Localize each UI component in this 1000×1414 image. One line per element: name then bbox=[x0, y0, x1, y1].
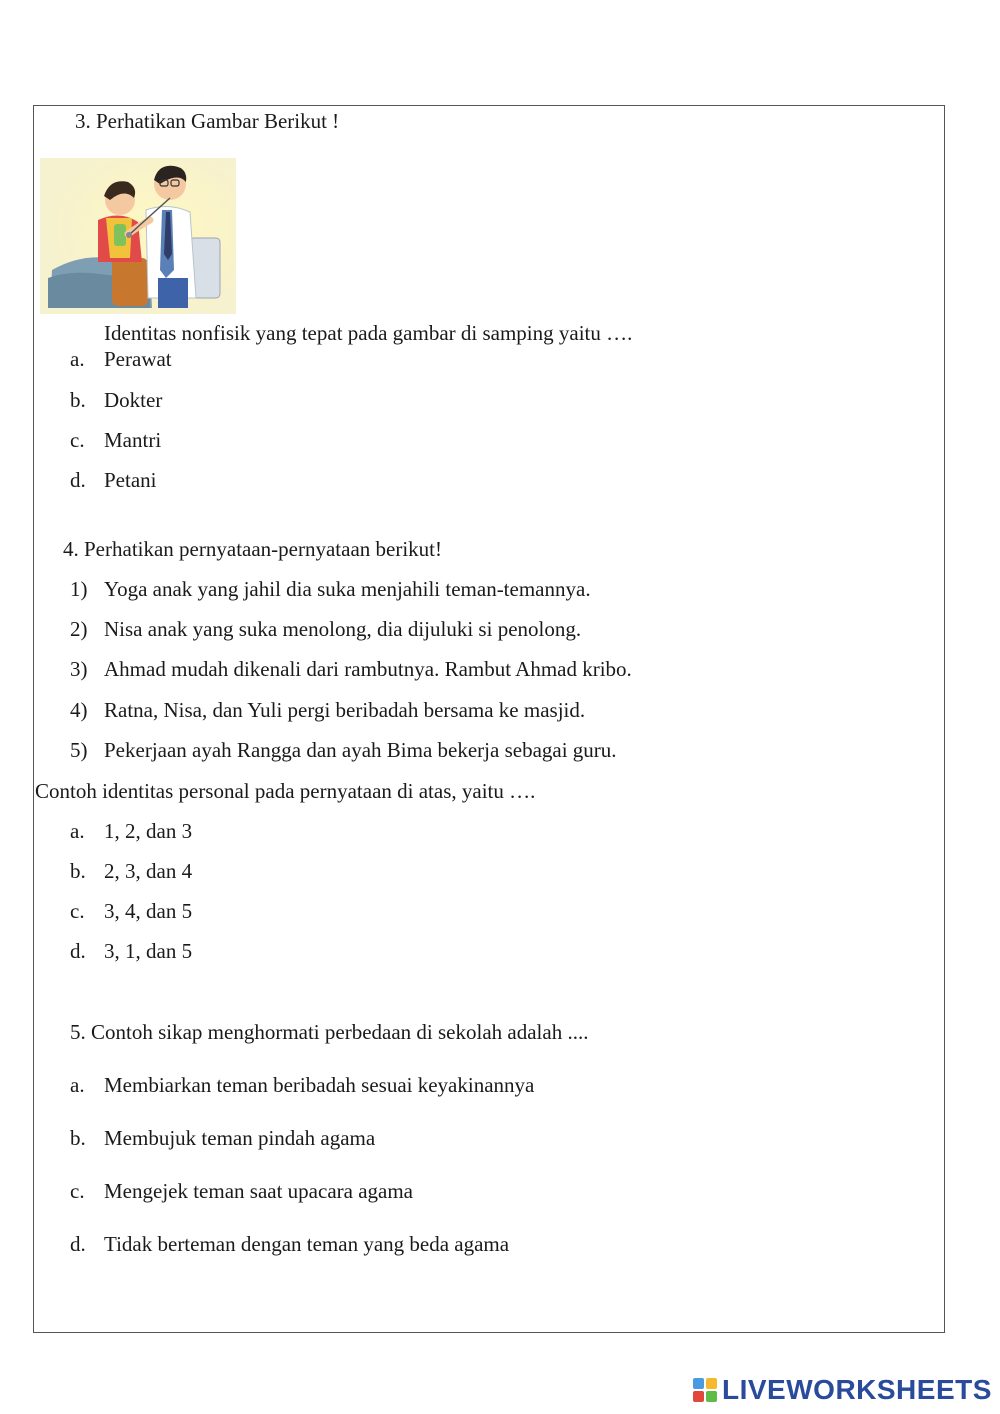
option-letter: d. bbox=[70, 939, 86, 963]
statement-number: 2) bbox=[70, 617, 88, 641]
option-letter: d. bbox=[70, 468, 86, 492]
q4-option-d[interactable] bbox=[70, 938, 192, 964]
q3-option-b[interactable] bbox=[70, 387, 162, 413]
statement-text: Pekerjaan ayah Rangga dan ayah Bima bekerja sebagai guru. bbox=[104, 738, 617, 762]
option-text: Dokter bbox=[104, 388, 163, 412]
option-text: Mengejek teman saat upacara agama bbox=[104, 1179, 414, 1203]
q3-question: Identitas nonfisik yang tepat pada gambar di samping yaitu …. bbox=[104, 321, 633, 345]
q4-question: Contoh identitas personal pada pernyataan di atas, yaitu …. bbox=[35, 779, 536, 803]
option-letter: a. bbox=[70, 819, 85, 843]
q4-statement-5 bbox=[70, 737, 617, 763]
option-text: Tidak berteman dengan teman yang beda agama bbox=[104, 1232, 510, 1256]
option-letter: c. bbox=[70, 899, 85, 923]
q5-option-d[interactable] bbox=[70, 1231, 509, 1257]
option-text: 2, 3, dan 4 bbox=[104, 859, 193, 883]
q4-option-c[interactable] bbox=[70, 898, 192, 924]
statement-number: 3) bbox=[70, 657, 88, 681]
statement-text: Ratna, Nisa, dan Yuli pergi beribadah bersama ke masjid. bbox=[104, 698, 586, 722]
q3-option-d[interactable] bbox=[70, 467, 157, 493]
option-letter: c. bbox=[70, 1179, 85, 1203]
statement-number: 4) bbox=[70, 698, 88, 722]
brand-name: LIVEWORKSHEETS bbox=[722, 1374, 992, 1405]
statement-text: Yoga anak yang jahil dia suka menjahili teman-temannya. bbox=[104, 577, 591, 601]
q4-statement-2 bbox=[70, 616, 581, 642]
option-letter: b. bbox=[70, 1126, 86, 1150]
q5-option-a[interactable] bbox=[70, 1072, 534, 1098]
option-text: 1, 2, dan 3 bbox=[104, 819, 193, 843]
option-text: Mantri bbox=[104, 428, 162, 452]
liveworksheets-logo-icon bbox=[692, 1377, 718, 1403]
q5-option-c[interactable] bbox=[70, 1178, 413, 1204]
q5-title: 5. Contoh sikap menghormati perbedaan di sekolah adalah .... bbox=[70, 1020, 589, 1044]
option-text: Perawat bbox=[104, 347, 172, 371]
q3-option-c[interactable] bbox=[70, 427, 161, 453]
option-letter: b. bbox=[70, 388, 86, 412]
option-text: Petani bbox=[104, 468, 157, 492]
option-letter: a. bbox=[70, 347, 85, 371]
statement-number: 1) bbox=[70, 577, 88, 601]
statement-text: Nisa anak yang suka menolong, dia dijuluki si penolong. bbox=[104, 617, 582, 641]
doctor-patient-illustration bbox=[40, 158, 236, 314]
q3-option-a[interactable] bbox=[70, 346, 172, 372]
q4-option-a[interactable] bbox=[70, 818, 192, 844]
q4-statement-3 bbox=[70, 656, 632, 682]
statement-text: Ahmad mudah dikenali dari rambutnya. Rambut Ahmad kribo. bbox=[104, 657, 632, 681]
q5-option-b[interactable] bbox=[70, 1125, 375, 1151]
option-text: 3, 4, dan 5 bbox=[104, 899, 193, 923]
option-text: Membiarkan teman beribadah sesuai keyakinannya bbox=[104, 1073, 535, 1097]
option-text: 3, 1, dan 5 bbox=[104, 939, 193, 963]
option-letter: d. bbox=[70, 1232, 86, 1256]
option-letter: a. bbox=[70, 1073, 85, 1097]
q4-title: 4. Perhatikan pernyataan-pernyataan berikut! bbox=[63, 537, 442, 561]
option-letter: c. bbox=[70, 428, 85, 452]
q4-statement-4 bbox=[70, 697, 585, 723]
liveworksheets-brand bbox=[692, 1374, 992, 1406]
q4-option-b[interactable] bbox=[70, 858, 192, 884]
option-letter: b. bbox=[70, 859, 86, 883]
statement-number: 5) bbox=[70, 738, 88, 762]
q4-statement-1 bbox=[70, 576, 591, 602]
q3-title: 3. Perhatikan Gambar Berikut ! bbox=[75, 109, 340, 133]
option-text: Membujuk teman pindah agama bbox=[104, 1126, 376, 1150]
